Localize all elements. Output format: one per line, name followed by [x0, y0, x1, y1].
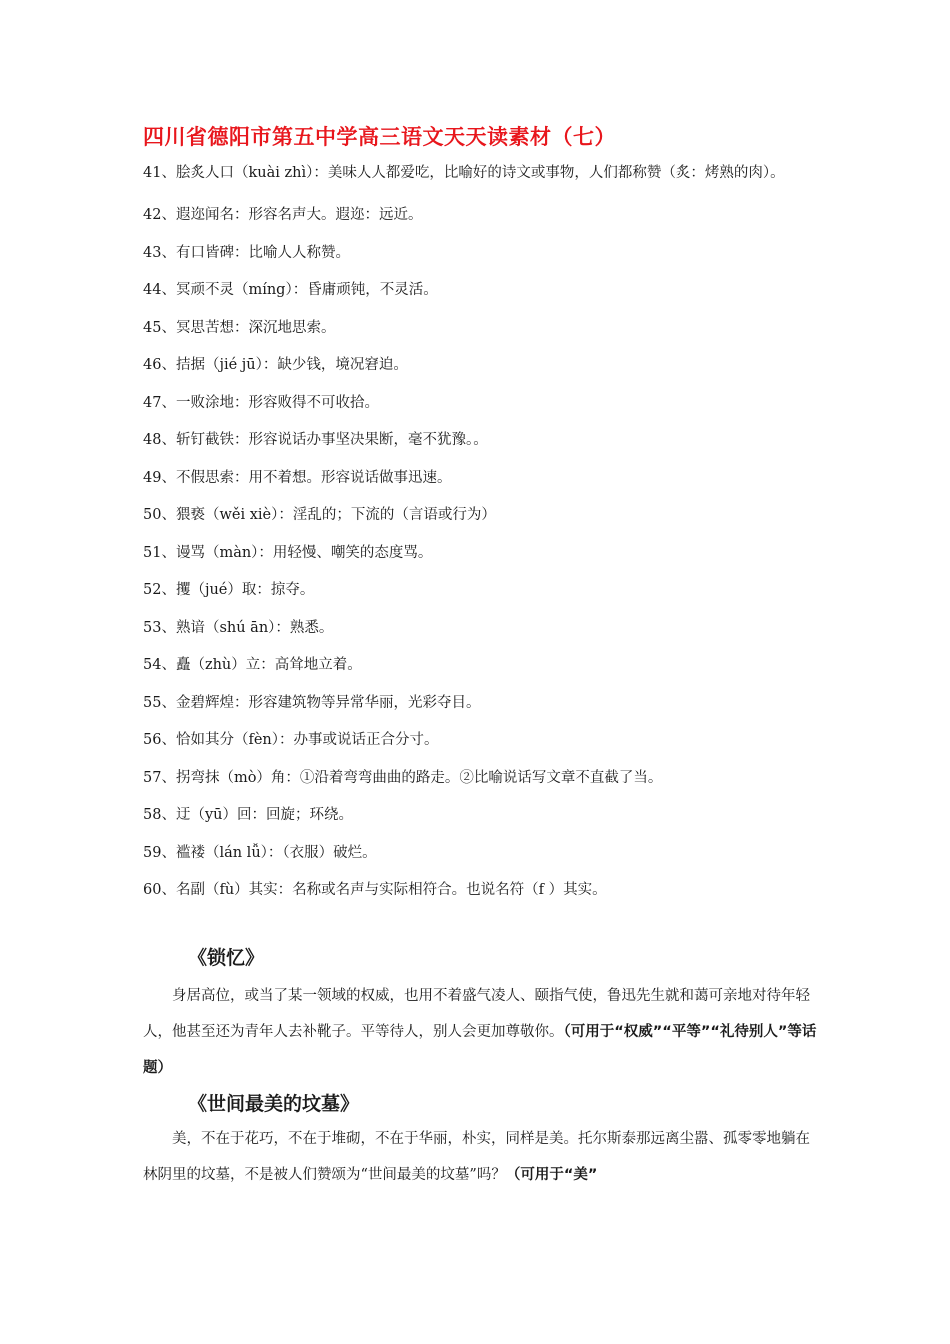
idiom-entry: 41、脍炙人口（kuài zhì）：美味人人都爱吃，比喻好的诗文或事物，人们都称赞（炙：烤熟的肉）。 — [143, 165, 785, 181]
idiom-entry: 57、拐弯抹（mò）角：①沿着弯弯曲曲的路走。②比喻说话写文章不直截了当。 — [143, 769, 663, 786]
section-heading-most-beautiful-tomb: 《世间最美的坟墓》 — [188, 1093, 360, 1115]
idiom-entry: 59、褴褛（lán lǚ）：（衣服）破烂。 — [143, 844, 377, 861]
idiom-entry: 48、斩钉截铁：形容说话办事坚决果断，毫不犹豫。。 — [143, 432, 488, 448]
idiom-entry: 58、迂（yū）回：回旋；环绕。 — [143, 807, 353, 823]
page-title: 四川省德阳市第五中学高三语文天天读素材（七） — [143, 125, 616, 149]
section-body-text: 美，不在于花巧，不在于堆砌，不在于华丽，朴实，同样是美。托尔斯泰那远离尘嚣、孤零零地躺在林阴里的坟墓，不是被人们赞颂为“世间最美的坟墓”吗？ — [143, 1131, 810, 1183]
idiom-entry: 56、恰如其分（fèn）：办事或说话正合分寸。 — [143, 732, 439, 748]
idiom-entry: 50、猥亵（wěi xiè）：淫乱的；下流的（言语或行为） — [143, 507, 496, 523]
section-heading-lock-memory: 《锁忆》 — [188, 947, 265, 969]
idiom-entry: 55、金碧辉煌：形容建筑物等异常华丽，光彩夺目。 — [143, 694, 481, 711]
idiom-entry: 46、拮据（jié jū）：缺少钱，境况窘迫。 — [143, 357, 408, 373]
idiom-entry: 60、名副（fù）其实：名称或名声与实际相符合。也说名符（f ）其实。 — [143, 882, 607, 898]
section-body-lock-memory — [143, 978, 818, 1086]
section-body-most-beautiful-tomb — [143, 1121, 818, 1193]
idiom-entry: 53、熟谙（shú ān）：熟悉。 — [143, 619, 334, 636]
idiom-entry: 42、遐迩闻名：形容名声大。遐迩：远近。 — [143, 207, 423, 223]
section-body-text: 身居高位，或当了某一领域的权威，也用不着盛气凌人、颐指气使，鲁迅先生就和蔼可亲地对待年轻人，他甚至还为青年人去补靴子。平等待人，别人会更加尊敬你。 — [143, 988, 810, 1040]
idiom-entry: 49、不假思索：用不着想。形容说话做事迅速。 — [143, 469, 452, 486]
idiom-entry: 52、攫（jué）取：掠夺。 — [143, 582, 315, 598]
topic-note: （可用于“美” — [505, 1167, 598, 1183]
idiom-list — [143, 157, 813, 912]
idiom-entry: 47、一败涂地：形容败得不可收拾。 — [143, 394, 379, 411]
idiom-entry: 43、有口皆碑：比喻人人称赞。 — [143, 244, 350, 261]
idiom-entry: 44、冥顽不灵（míng）：昏庸顽钝，不灵活。 — [143, 282, 438, 298]
idiom-entry: 45、冥思苦想：深沉地思索。 — [143, 319, 336, 336]
idiom-entry: 54、矗（zhù）立：高耸地立着。 — [143, 657, 362, 673]
idiom-entry: 51、谩骂（màn）：用轻慢、嘲笑的态度骂。 — [143, 544, 433, 561]
topic-note: （可用于“权威”“平等”“礼待别人”等话题） — [143, 1024, 817, 1076]
